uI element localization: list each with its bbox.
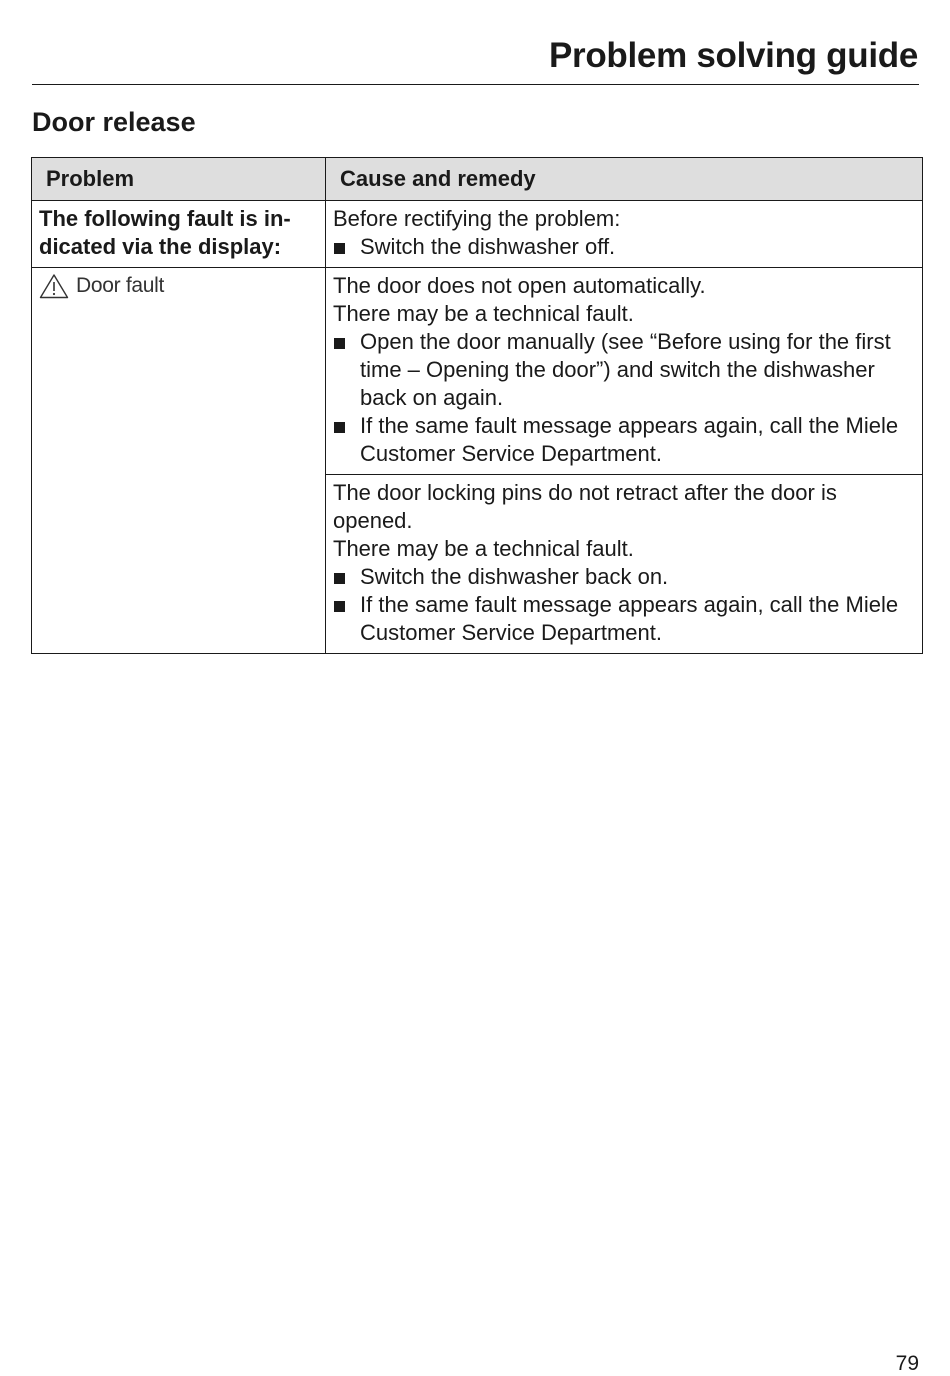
table-row	[32, 201, 923, 268]
section-title: Door release	[32, 107, 196, 137]
bullet-text: Switch the dishwasher off.	[360, 234, 616, 259]
bullet-square-icon	[333, 563, 360, 591]
table-header-row	[32, 158, 923, 201]
bullet-text: If the same fault message appears again, call the Miele Customer Service Department.	[360, 413, 899, 466]
bullet-square-icon	[333, 591, 360, 619]
title-divider	[32, 84, 919, 85]
fault-indicator	[39, 272, 317, 300]
bullet-square-icon	[333, 233, 360, 261]
list-item	[333, 591, 910, 647]
remedy-lead: Before rectifying the problem:	[333, 206, 621, 231]
cause-line: There may be a technical fault.	[333, 536, 634, 561]
column-header-cause-remedy: Cause and remedy	[326, 158, 923, 201]
remedy-cell	[326, 475, 923, 654]
bullet-text: Switch the dishwasher back on.	[360, 564, 669, 589]
problem-cell	[32, 201, 326, 268]
bullet-square-icon	[333, 412, 360, 440]
cause-line: The door does not open automatically.	[333, 273, 706, 298]
bullet-text: Open the door manually (see “Before using for the first time – Opening the door”) and switch the dishwasher back on again.	[360, 329, 891, 410]
column-header-problem: Problem	[32, 158, 326, 201]
page-number: 79	[895, 1352, 919, 1375]
problem-text: The following fault is in- dicated via the display:	[39, 206, 291, 259]
list-item	[333, 563, 910, 591]
fault-label: Door fault	[76, 274, 165, 297]
warning-triangle-icon	[39, 273, 69, 299]
remedy-cell	[326, 201, 923, 268]
list-item	[333, 233, 910, 261]
problem-cell	[32, 268, 326, 654]
list-item	[333, 328, 910, 412]
remedy-cell	[326, 268, 923, 475]
bullet-square-icon	[333, 328, 360, 356]
list-item	[333, 412, 910, 468]
page-title: Problem solving guide	[548, 36, 918, 75]
problem-table	[31, 157, 923, 654]
cause-line: The door locking pins do not retract after the door is opened.	[333, 480, 837, 533]
cause-line: There may be a technical fault.	[333, 301, 634, 326]
table-row	[32, 268, 923, 475]
bullet-text: If the same fault message appears again, call the Miele Customer Service Department.	[360, 592, 899, 645]
